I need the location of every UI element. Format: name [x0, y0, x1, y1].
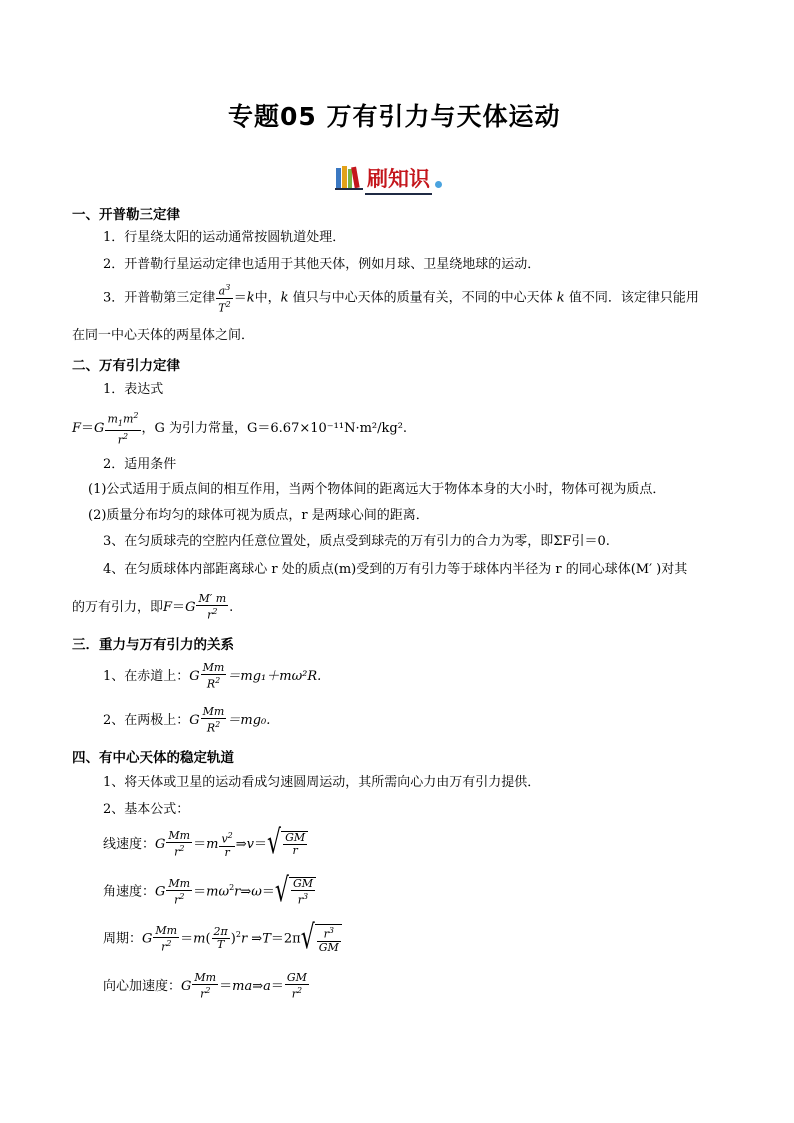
badge-label: 刷知识 [365, 163, 432, 195]
books-icon [335, 164, 365, 194]
section-heading-2: 二、万有引力定律 [72, 358, 180, 374]
page-title: 专题05 万有引力与天体运动 [228, 102, 561, 131]
paragraph: 1．表达式 [103, 382, 164, 397]
formula-equator: 1、在赤道上：G $\frac{Mm}{R^2}$ ＝mg₁＋mω²R. [103, 661, 322, 691]
section-heading-4: 四、有中心天体的稳定轨道 [72, 750, 234, 766]
paragraph: 4、在匀质球体内部距离球心 r 处的质点(m)受到的万有引力等于球体内半径为 r 的同心球体(M′ )对其 [103, 562, 688, 577]
formula-gravitation: F＝G $\frac{m_1m^2}{r^2}$ ，G 为引力常量，G＝6.67×10⁻¹¹N·m²/kg². [72, 411, 408, 447]
paragraph: 3、在匀质球壳的空腔内任意位置处，质点受到球壳的万有引力的合力为零，即ΣF引＝0. [103, 534, 610, 549]
paragraph-kepler-third: 3．开普勒第三定律 $\frac{a^3}{T^2}$ ＝k中，k 值只与中心天体的质量有关，不同的中心天体 k 值不同．该定律只能用 [103, 283, 699, 315]
formula-centripetal-acceleration: 向心加速度：G $\frac{Mm}{r^2}$ ＝ma⇒a＝ $\frac{GM}{r^2}$ [103, 971, 307, 1001]
paragraph: 2．开普勒行星运动定律也适用于其他天体，例如月球、卫星绕地球的运动． [103, 257, 541, 272]
paragraph: 1．行星绕太阳的运动通常按圆轨道处理． [103, 230, 346, 245]
fraction-a3-t2: $\frac{a^3}{T^2}$ [218, 283, 231, 315]
paragraph: 1、将天体或卫星的运动看成匀速圆周运动，其所需向心力由万有引力提供． [103, 775, 541, 790]
paragraph: 在同一中心天体的两星体之间． [72, 328, 255, 343]
section-heading-1: 一、开普勒三定律 [72, 207, 180, 223]
formula-angular-velocity: 角速度：G $\frac{Mm}{r^2}$ $=m\omega^2r\Rightarrow\omega=$ √ $\frac{GM}{r^3}$ [103, 877, 316, 907]
formula-linear-velocity: 线速度：G $\frac{Mm}{r^2}$ ＝m $\frac{v^2}{r}$ ⇒v＝ √ $\frac{GM}{r}$ [103, 830, 308, 859]
paragraph: 2．适用条件 [103, 457, 177, 472]
paragraph: (2)质量分布均匀的球体可视为质点，r 是两球心间的距离． [88, 508, 429, 523]
section-heading-3: 三．重力与万有引力的关系 [72, 637, 234, 653]
formula-period: 周期：G $\frac{Mm}{r^2}$ ＝m( $\frac{2\pi}{T}$ )$^2$r ⇒T＝2π √ $\frac{r^3}{GM}$ [103, 924, 342, 954]
knowledge-badge [335, 163, 442, 195]
paragraph: (1)公式适用于质点间的相互作用，当两个物体间的距离远大于物体本身的大小时，物体可视为质点． [88, 482, 666, 497]
formula-inner-sphere: 的万有引力，即F＝G $\frac{M' m}{r^2}$ . [72, 592, 234, 622]
formula-poles: 2、在两极上：G $\frac{Mm}{R^2}$ ＝mg₀. [103, 705, 271, 735]
paragraph: 2、基本公式： [103, 802, 190, 817]
badge-dot [435, 181, 442, 188]
